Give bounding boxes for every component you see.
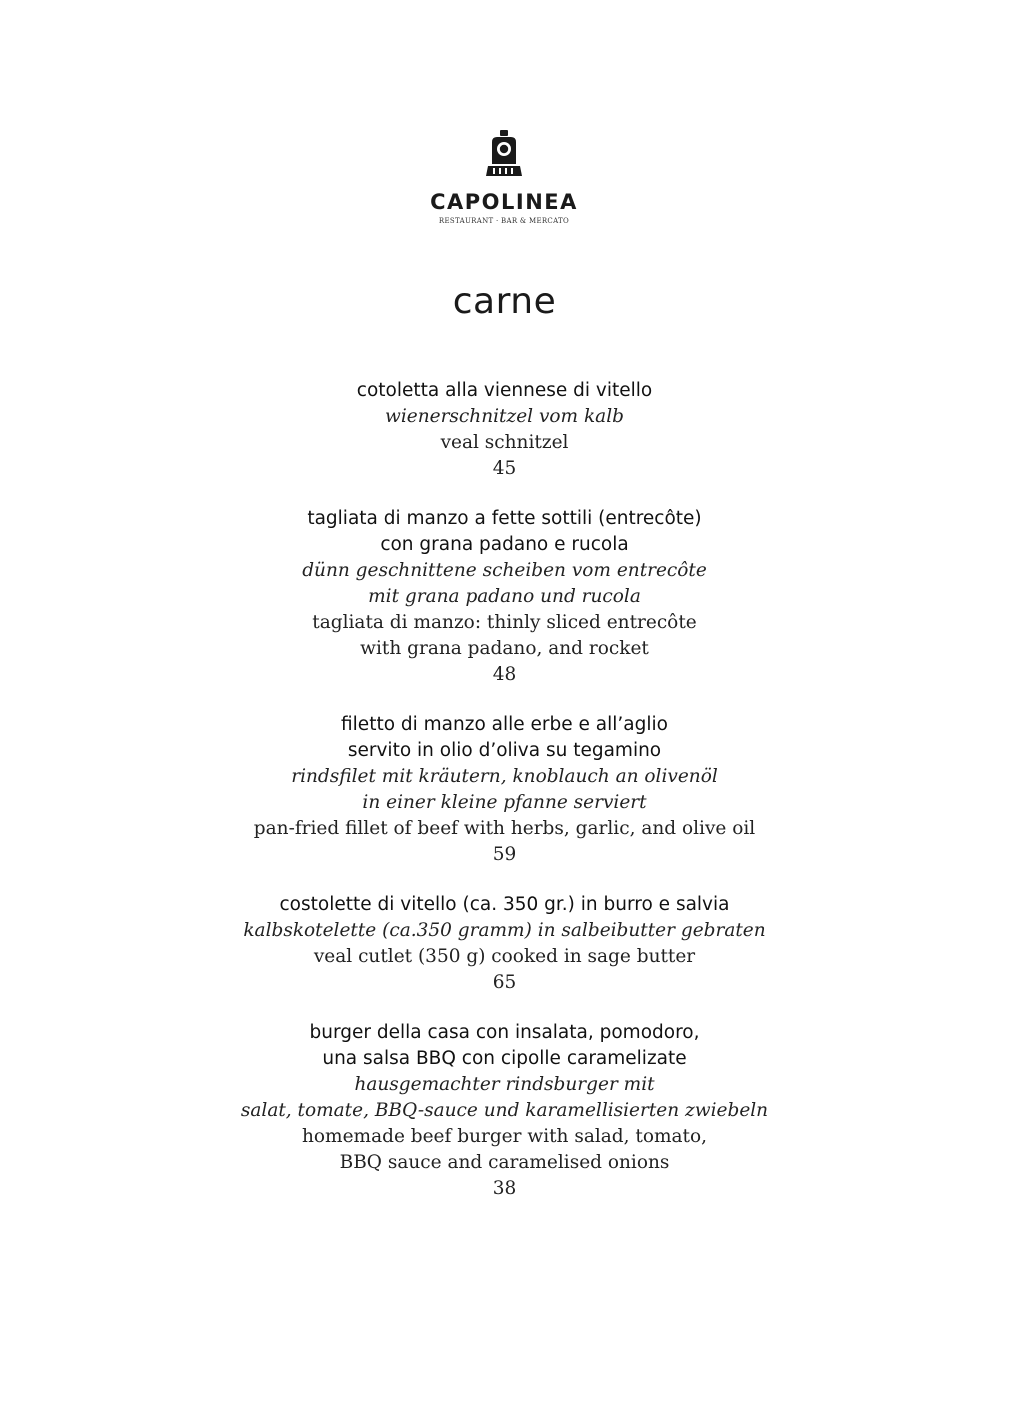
dish-price: 65 [492, 972, 517, 993]
dish-price: 59 [492, 844, 517, 865]
dish-price: 48 [492, 664, 517, 685]
dish-name-english: tagliata di manzo: thinly sliced entrecôte [312, 612, 697, 633]
menu-item [0, 1020, 1009, 1202]
dish-name-german: dünn geschnittene scheiben vom entrecôte [302, 560, 707, 581]
section-title: carne [452, 281, 557, 322]
menu-item [0, 712, 1009, 868]
dish-name-italian: una salsa BBQ con cipolle caramelizate [322, 1048, 687, 1069]
menu-item [0, 378, 1009, 482]
menu-list [0, 378, 1009, 1202]
dish-name-german: in einer kleine pfanne serviert [362, 792, 647, 813]
brand-name: CAPOLINEA [430, 190, 578, 214]
dish-name-english: veal cutlet (350 g) cooked in sage butter [313, 946, 696, 967]
dish-name-german: mit grana padano und rucola [368, 586, 641, 607]
dish-name-italian: filetto di manzo alle erbe e all’aglio [341, 714, 668, 735]
dish-name-german: hausgemachter rindsburger mit [354, 1074, 655, 1095]
dish-name-german: kalbskotelette (ca.350 gramm) in salbeibutter gebraten [243, 920, 766, 941]
menu-item [0, 892, 1009, 996]
dish-name-german: wienerschnitzel vom kalb [385, 406, 624, 427]
dish-price: 45 [492, 458, 517, 479]
dish-name-english: homemade beef burger with salad, tomato, [301, 1126, 708, 1147]
dish-name-italian: burger della casa con insalata, pomodoro, [309, 1022, 700, 1043]
dish-name-english: BBQ sauce and caramelised onions [339, 1152, 670, 1173]
dish-name-english: pan-fried fillet of beef with herbs, garlic, and olive oil [253, 818, 756, 839]
dish-price: 38 [492, 1178, 517, 1199]
brand-tagline: RESTAURANT · BAR & MERCATO [438, 217, 570, 225]
dish-name-italian: costolette di vitello (ca. 350 gr.) in burro e salvia [279, 894, 730, 915]
dish-name-english: with grana padano, and rocket [360, 638, 649, 659]
dish-name-german: salat, tomate, BBQ-sauce und karamellisierten zwiebeln [240, 1100, 769, 1121]
dish-name-italian: con grana padano e rucola [380, 534, 629, 555]
dish-name-italian: cotoletta alla viennese di vitello [356, 380, 653, 401]
locomotive-icon [484, 128, 524, 180]
dish-name-italian: tagliata di manzo a fette sottili (entrecôte) [307, 508, 702, 529]
brand-logo [420, 120, 588, 250]
dish-name-german: rindsfilet mit kräutern, knoblauch an olivenöl [291, 766, 718, 787]
dish-name-italian: servito in olio d’oliva su tegamino [347, 740, 662, 761]
dish-name-english: veal schnitzel [440, 432, 569, 453]
menu-item [0, 506, 1009, 688]
